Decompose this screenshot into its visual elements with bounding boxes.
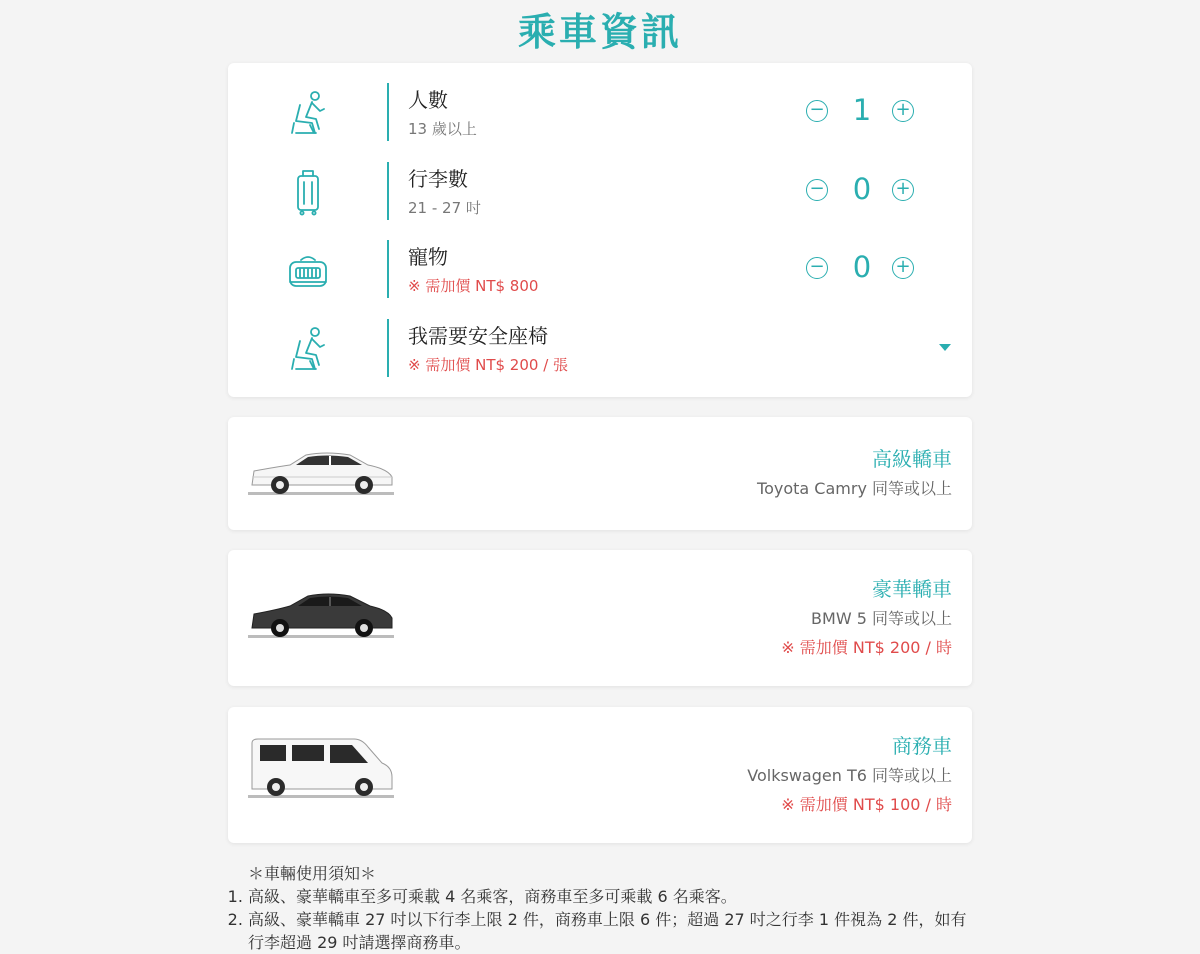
vehicle-option-luxury-sedan[interactable]: [228, 550, 972, 686]
luggage-stepper: [806, 172, 918, 206]
pet-plus-button[interactable]: +: [892, 257, 914, 279]
passenger-sublabel: 13 歲以上: [408, 120, 477, 138]
luggage-sublabel: 21 - 27 吋: [408, 199, 481, 217]
vehicle-model: Volkswagen T6 同等或以上: [747, 766, 952, 785]
pet-surcharge-note: ※ 需加價 NT$ 800: [408, 277, 539, 295]
passenger-minus-button[interactable]: −: [806, 100, 828, 122]
child-seat-label: 我需要安全座椅: [408, 324, 548, 348]
luggage-count-value: 0: [852, 172, 872, 206]
pet-label: 寵物: [408, 245, 448, 269]
pet-stepper: [806, 250, 918, 284]
row-divider: [387, 83, 389, 141]
pet-count-row: [228, 238, 972, 302]
luggage-minus-button[interactable]: −: [806, 179, 828, 201]
page-title: 乘車資訊: [517, 10, 682, 54]
vehicle-surcharge-note: ※ 需加價 NT$ 100 / 時: [781, 795, 952, 814]
pet-carrier-icon: [286, 246, 330, 294]
van-white-icon: [246, 737, 396, 801]
vehicle-option-van[interactable]: [228, 707, 972, 843]
luggage-icon: [286, 168, 330, 216]
vehicle-model: BMW 5 同等或以上: [811, 609, 952, 628]
ride-options-card: [228, 63, 972, 397]
child-seat-dropdown[interactable]: [228, 317, 972, 381]
list-item: 1. 高級、豪華轎車至多可乘載 4 名乘客，商務車至多可乘載 6 名乘客。: [248, 885, 970, 908]
passenger-count-row: [228, 81, 972, 145]
notes-list: [230, 885, 970, 954]
row-divider: [387, 319, 389, 377]
vehicle-option-sedan[interactable]: [228, 417, 972, 530]
notes-title: ＊車輛使用須知＊: [248, 864, 377, 883]
passenger-plus-button[interactable]: +: [892, 100, 914, 122]
passenger-stepper: [806, 93, 918, 127]
row-divider: [387, 240, 389, 298]
child-seat-surcharge-note: ※ 需加價 NT$ 200 / 張: [408, 356, 569, 374]
pet-count-value: 0: [852, 250, 872, 284]
list-item: 2. 高級、豪華轎車 27 吋以下行李上限 2 件，商務車上限 6 件；超過 27 吋之行李 1 件視為 2 件，如有行李超過 29 吋請選擇商務車。: [248, 908, 970, 954]
sedan-black-icon: [246, 584, 396, 648]
vehicle-model: Toyota Camry 同等或以上: [757, 479, 952, 498]
passenger-count-value: 1: [852, 93, 872, 127]
luggage-count-row: [228, 160, 972, 224]
child-seat-icon: [286, 325, 330, 373]
row-divider: [387, 162, 389, 220]
vehicle-title: 商務車: [892, 734, 952, 758]
passenger-label: 人數: [408, 88, 448, 112]
luggage-label: 行李數: [408, 167, 468, 191]
luggage-plus-button[interactable]: +: [892, 179, 914, 201]
vehicle-title: 豪華轎車: [872, 577, 952, 601]
vehicle-title: 高級轎車: [872, 447, 952, 471]
seat-passenger-icon: [286, 89, 330, 137]
pet-minus-button[interactable]: −: [806, 257, 828, 279]
sedan-white-icon: [246, 441, 396, 505]
vehicle-surcharge-note: ※ 需加價 NT$ 200 / 時: [781, 638, 952, 657]
chevron-down-icon[interactable]: [939, 343, 951, 353]
vehicle-usage-notes: [230, 862, 970, 954]
